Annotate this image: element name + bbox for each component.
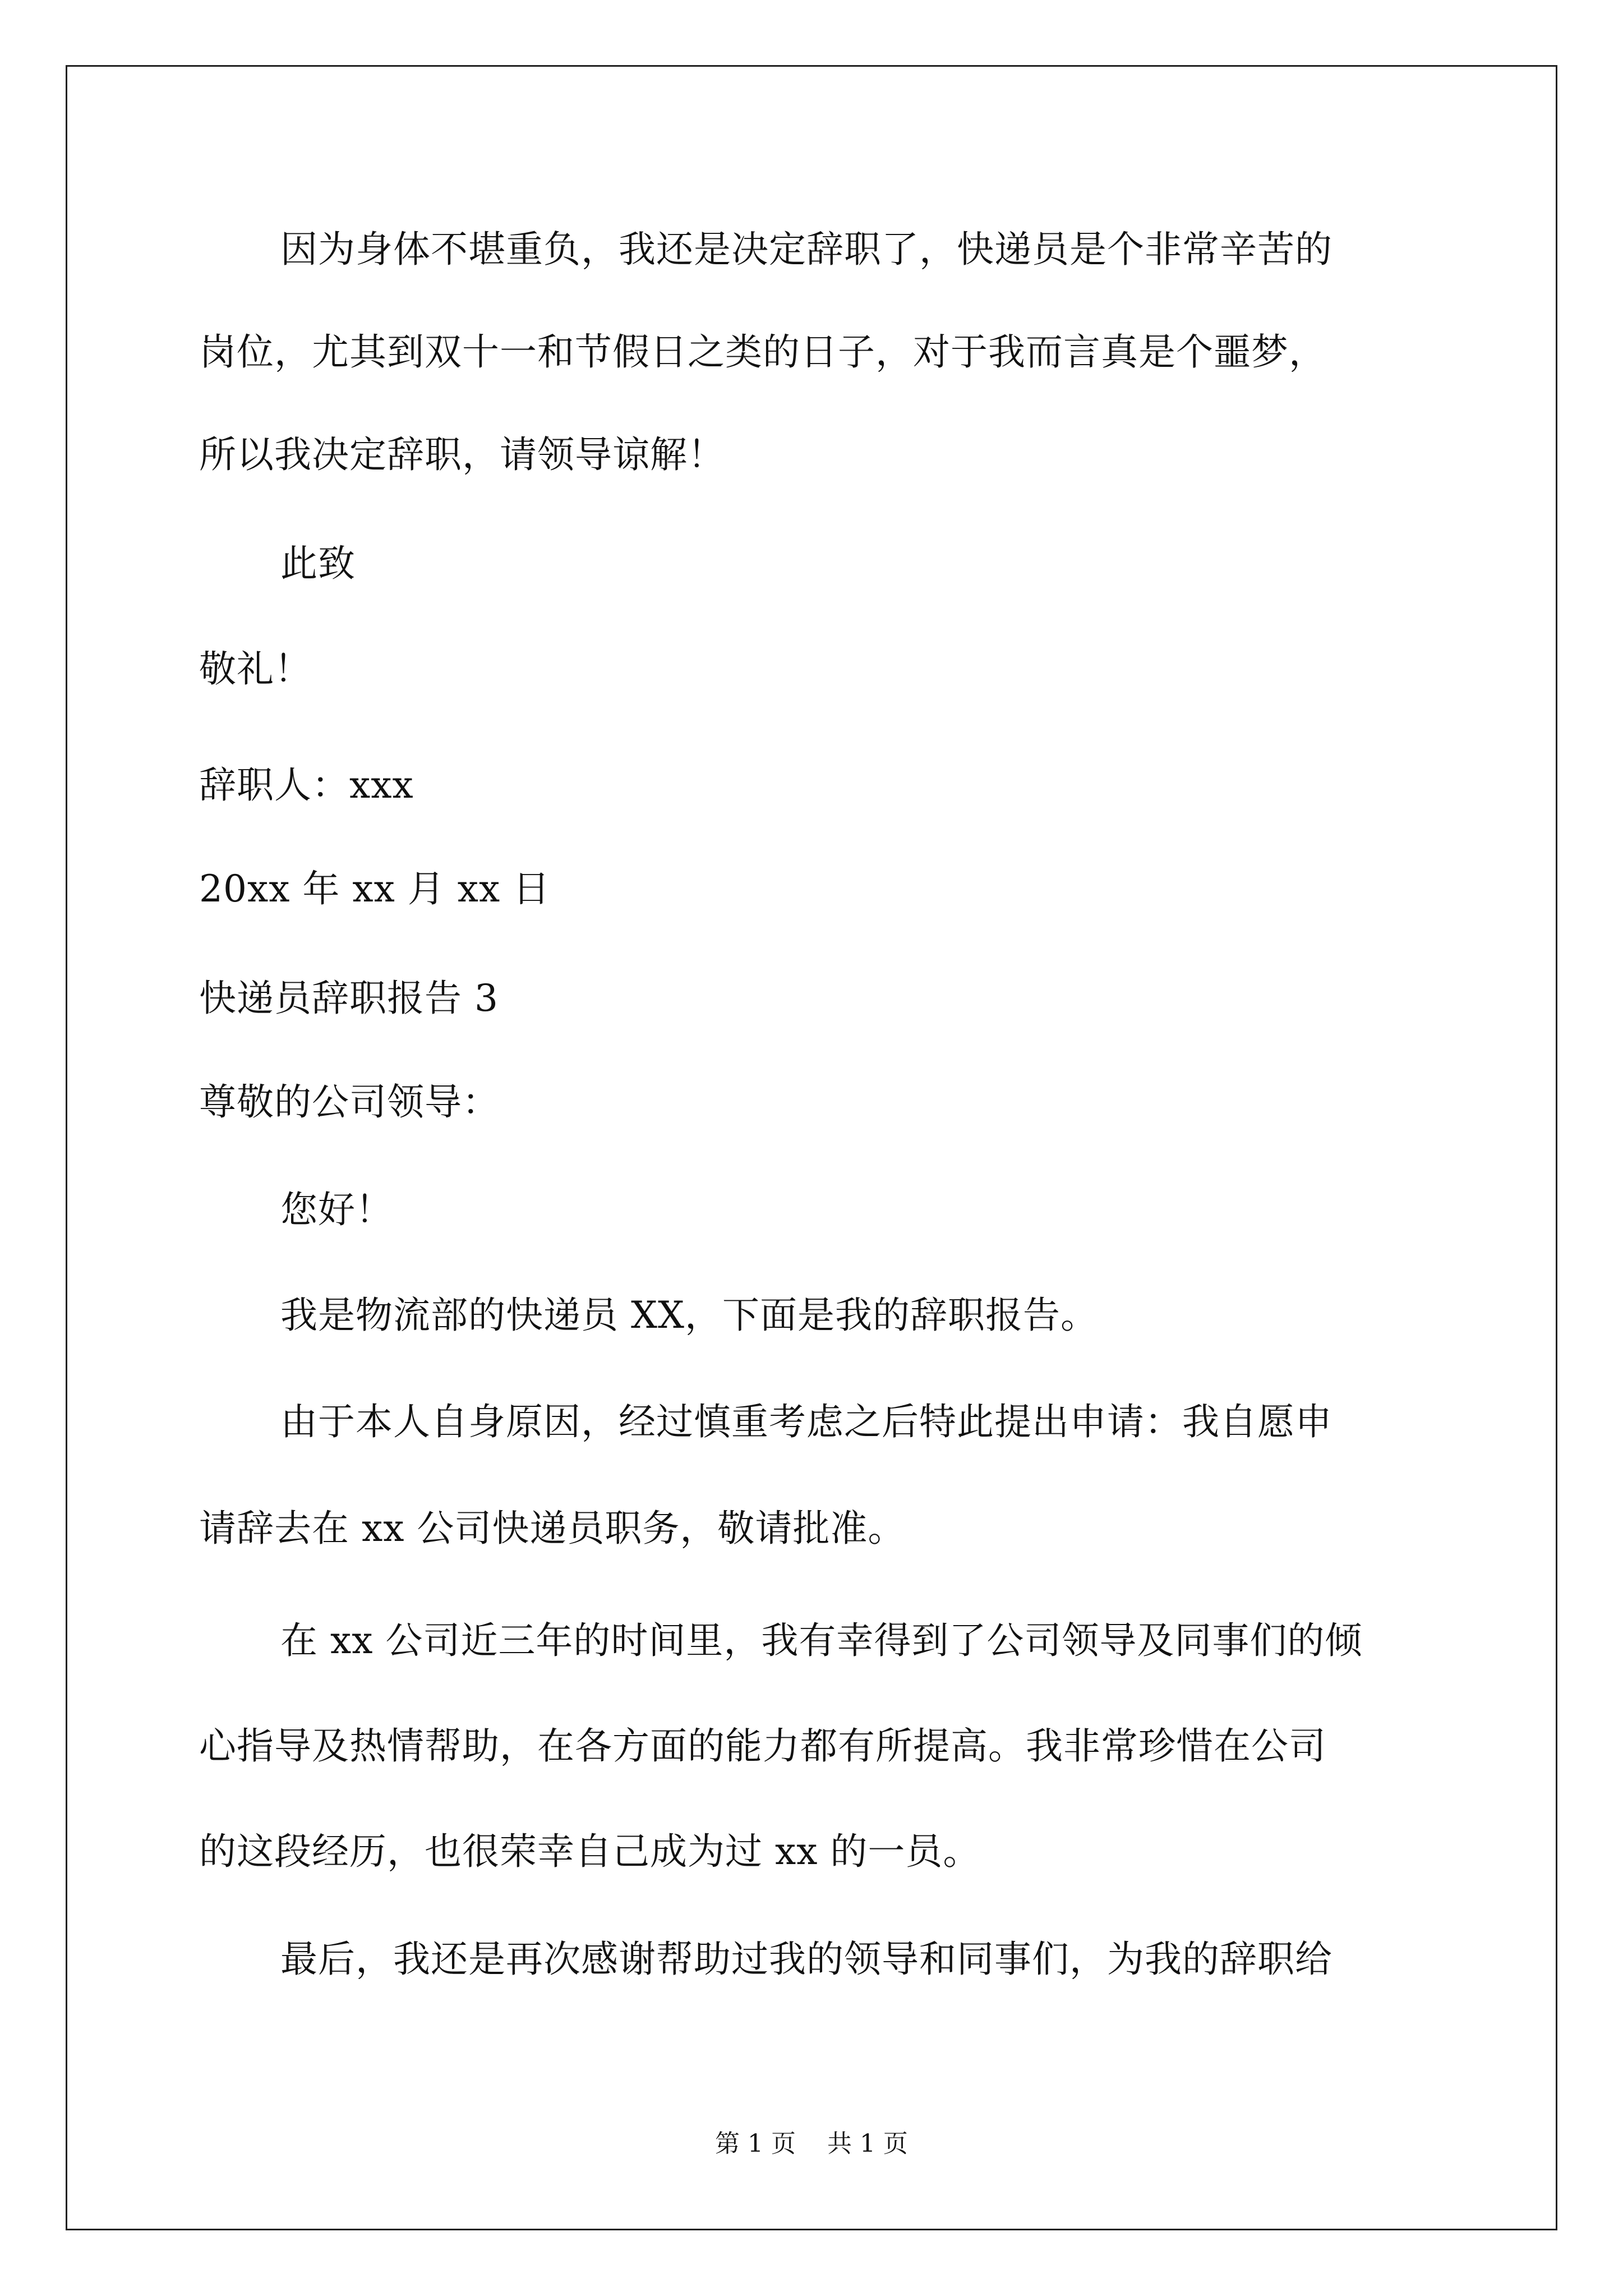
body-line-8: 心指导及热情帮助，在各方面的能力都有所提高。我非常珍惜在公司: [199, 1724, 1326, 1768]
salutation-line: 此致: [280, 542, 356, 585]
section-title: 快递员辞职报告 3: [199, 977, 499, 1020]
addressee-line: 尊敬的公司领导：: [199, 1080, 500, 1124]
body-line-2: 岗位，尤其到双十一和节假日之类的日子，对于我而言真是个噩梦，: [199, 330, 1326, 374]
body-line-9: 的这段经历，也很荣幸自己成为过 xx 的一员。: [199, 1830, 981, 1873]
page-frame: [66, 65, 1557, 2230]
body-line-3: 所以我决定辞职，请领导谅解！: [199, 433, 725, 476]
closing-line: 敬礼！: [199, 647, 312, 691]
body-line-10: 最后，我还是再次感谢帮助过我的领导和同事们，为我的辞职给: [280, 1938, 1332, 1981]
body-line-6: 请辞去在 xx 公司快递员职务，敬请批准。: [199, 1507, 906, 1550]
body-line-1: 因为身体不堪重负，我还是决定辞职了，快递员是个非常辛苦的: [280, 228, 1332, 271]
greeting-line: 您好！: [280, 1188, 393, 1231]
body-line-7: 在 xx 公司近三年的时间里，我有幸得到了公司领导及同事们的倾: [280, 1619, 1363, 1662]
body-line-4: 我是物流部的快递员 XX，下面是我的辞职报告。: [280, 1294, 1098, 1337]
body-line-5: 由于本人自身原因，经过慎重考虑之后特此提出申请：我自愿申: [280, 1400, 1332, 1443]
signature-line: 辞职人：xxx: [199, 763, 414, 807]
page-footer: 第 1 页 共 1 页: [715, 2129, 908, 2158]
date-line: 20xx 年 xx 月 xx 日: [199, 867, 551, 910]
